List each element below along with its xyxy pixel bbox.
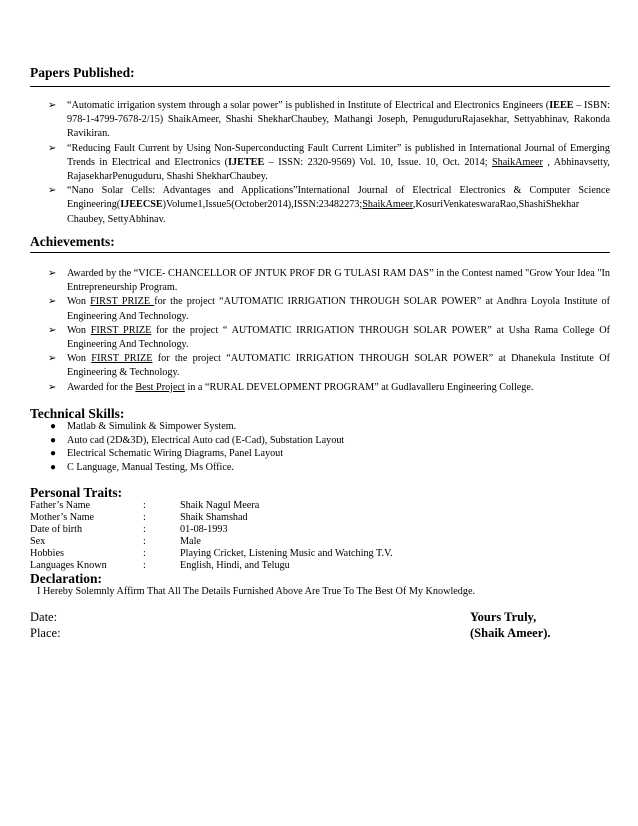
trait-key: Mother’s Name	[30, 512, 95, 523]
paper-text: )Volume1,Issue5(October2014),ISSN:23482273;	[162, 199, 363, 211]
achievement-text: for the project “AUTOMATIC IRRIGATION THROUGH SOLAR POWER” at Dhanekula Institute Of Engineering & Technology.	[67, 353, 610, 379]
paper-publisher: IJEECSE	[120, 199, 163, 211]
paper-text: – ISBN: 978-1-4799-7678-2/15) ShaikAmeer, Shashi ShekharChaubey, Mathangi Joseph, PenuguduruRajasekhar, Settyabhinav, Rakonda Ravikiran.	[67, 100, 611, 140]
achievement-text: for the project “AUTOMATIC IRRIGATION THROUGH SOLAR POWER” at Andhra Loyola Institute of Engineering And Technology.	[67, 296, 610, 322]
arrowhead-bullet-icon: ➢	[48, 100, 57, 111]
trait-row	[30, 524, 450, 536]
date-label: Date:	[30, 610, 58, 624]
achievement-text: Awarded by the “VICE- CHANCELLOR OF JNTUK PROF DR G TULASI RAM DAS” in the Contest named "Grow Your Idea "In Entrepreneurship Program.	[67, 268, 610, 294]
achievement-highlight: Best Project	[135, 381, 185, 393]
achievement-text: Won	[67, 324, 91, 336]
achievement-item	[48, 267, 610, 295]
trait-key: Sex	[30, 536, 46, 547]
round-bullet-icon: ●	[50, 421, 57, 432]
papers-heading: Papers Published:	[30, 65, 135, 80]
arrowhead-bullet-icon: ➢	[48, 142, 57, 154]
trait-row	[30, 512, 450, 524]
trait-colon: :	[143, 500, 146, 511]
achievement-text: in a “RURAL DEVELOPMENT PROGRAM” at Gudlavalleru Engineering College.	[184, 381, 534, 393]
declaration-text: I Hereby Solemnly Affirm That All The Details Furnished Above Are True To The Best Of My Knowledge.	[37, 586, 476, 597]
papers-divider	[30, 86, 610, 87]
achievement-text: for the project “ AUTOMATIC IRRIGATION THROUGH SOLAR POWER” at Usha Rama College Of Engineering And Technology.	[67, 324, 610, 351]
skill-text: Auto cad (2D&3D), Electrical Auto cad (E-Cad), Substation Layout	[67, 434, 345, 446]
arrowhead-bullet-icon: ➢	[48, 324, 57, 336]
paper-publisher: IEEE	[549, 100, 574, 111]
skill-text: Electrical Schematic Wiring Diagrams, Panel Layout	[67, 448, 284, 460]
trait-key: Languages Known	[30, 560, 107, 571]
skill-item	[48, 447, 608, 461]
trait-colon: :	[143, 524, 146, 535]
achievement-text: Won	[67, 296, 91, 308]
achievement-text: Won	[67, 353, 92, 365]
paper-text: – ISSN: 2320-9569) Vol. 10, Issue. 10, Oct. 2014;	[264, 156, 492, 168]
arrowhead-bullet-icon: ➢	[48, 353, 57, 365]
skills-list	[48, 420, 608, 474]
trait-colon: :	[143, 548, 146, 559]
paper-text: “Nano Solar Cells: Advantages and Applications”International Journal of Electrical Electronics & Computer Science Engineering(	[67, 185, 610, 211]
trait-key: Date of birth	[30, 524, 83, 535]
signatory-name: (Shaik Ameer).	[470, 626, 551, 640]
closing-text: Yours Truly,	[470, 610, 537, 624]
trait-value: Shaik Shamshad	[180, 512, 248, 523]
trait-row	[30, 548, 450, 560]
declaration-heading: Declaration:	[30, 571, 102, 586]
achievement-item	[48, 324, 610, 352]
paper-text: ,KosuriVenkateswaraRao,ShashiShekhar Chaubey, SettyAbhinav.	[67, 199, 580, 225]
arrowhead-bullet-icon: ➢	[48, 296, 57, 308]
paper-item	[48, 99, 610, 142]
achievements-list	[48, 267, 610, 395]
trait-value: 01-08-1993	[180, 524, 228, 535]
trait-value: Male	[180, 536, 201, 547]
achievement-item	[48, 381, 610, 395]
place-label: Place:	[30, 626, 61, 640]
round-bullet-icon: ●	[50, 448, 57, 460]
paper-text: “Reducing Fault Current by Using Non-Superconducting Fault Current Limiter” is published in International Journal of Emerging Trends in Electrical and Electronics (	[67, 142, 610, 168]
skills-heading: Technical Skills:	[30, 406, 125, 421]
achievement-item	[48, 352, 610, 380]
achievement-item	[48, 295, 610, 323]
round-bullet-icon: ●	[50, 434, 57, 446]
achievement-highlight: FIRST PRIZE	[91, 353, 153, 365]
papers-list	[48, 99, 610, 227]
traits-heading: Personal Traits:	[30, 485, 123, 500]
arrowhead-bullet-icon: ➢	[48, 381, 57, 393]
paper-text: , Abhinavsetty, RajasekharPenuguduru, Shashi ShekharChaubey.	[67, 156, 610, 183]
traits-table	[30, 500, 450, 572]
achievements-divider	[30, 252, 610, 253]
trait-row	[30, 500, 450, 512]
skill-item	[48, 461, 608, 475]
arrowhead-bullet-icon: ➢	[48, 268, 57, 279]
paper-publisher: IJETEE	[228, 156, 265, 168]
achievements-heading: Achievements:	[30, 234, 115, 249]
achievement-highlight: FIRST PRIZE	[90, 296, 155, 308]
skill-item	[48, 434, 608, 448]
paper-author-highlight: ShaikAmeer	[491, 156, 543, 168]
trait-value: Playing Cricket, Listening Music and Watching T.V.	[180, 548, 393, 559]
paper-author-highlight: ShaikAmeer	[362, 199, 413, 211]
skill-text: Matlab & Simulink & Simpower System.	[67, 421, 237, 432]
trait-key: Father’s Name	[30, 500, 91, 511]
trait-value: Shaik Nagul Meera	[180, 500, 260, 511]
trait-colon: :	[143, 536, 146, 547]
trait-colon: :	[143, 560, 146, 571]
paper-item	[48, 142, 610, 185]
skill-text: C Language, Manual Testing, Ms Office.	[67, 461, 234, 473]
round-bullet-icon: ●	[50, 461, 57, 473]
trait-key: Hobbies	[30, 548, 64, 559]
achievement-highlight: FIRST PRIZE	[90, 324, 152, 336]
paper-item	[48, 184, 610, 227]
trait-colon: :	[143, 512, 146, 523]
paper-text: “Automatic irrigation system through a solar power” is published in Institute of Electrical and Electronics Engineers (	[67, 100, 550, 111]
skill-item	[48, 420, 608, 434]
trait-value: English, Hindi, and Telugu	[180, 560, 290, 571]
arrowhead-bullet-icon: ➢	[48, 185, 57, 197]
achievement-text: Awarded for the	[67, 381, 136, 393]
trait-row	[30, 536, 450, 548]
